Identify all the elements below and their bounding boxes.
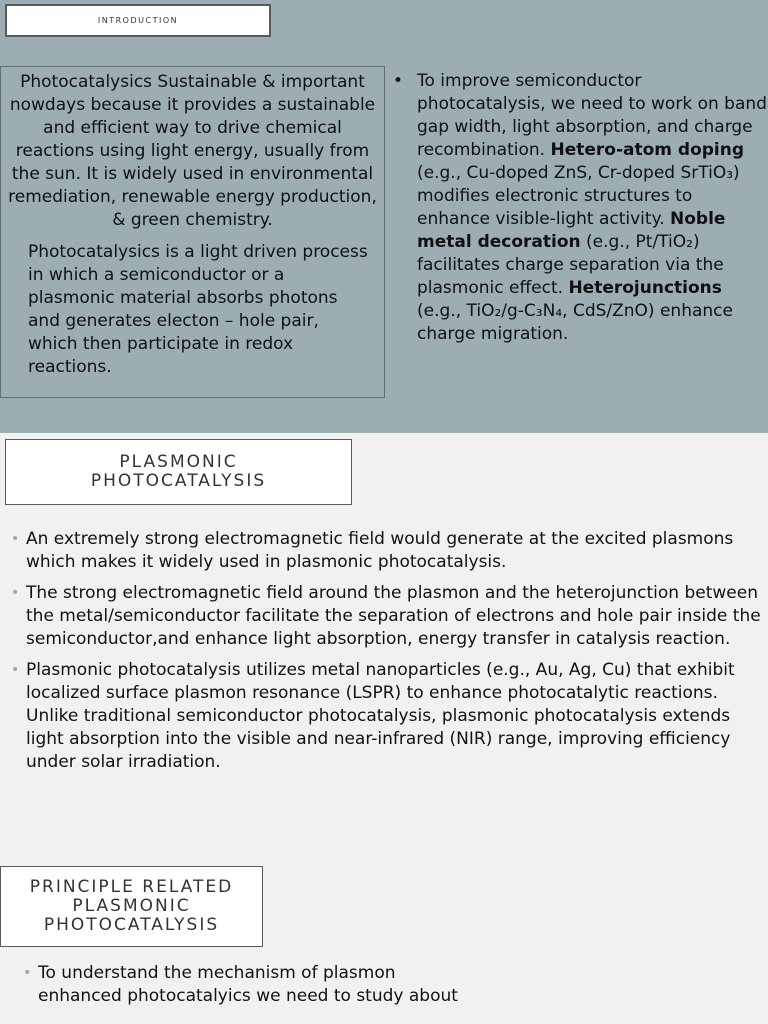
improvement-text-3: (e.g., Pt/TiO₂) facilitates charge separation via the plasmonic effect. [417, 232, 724, 298]
improvement-text-2: (e.g., Cu-doped ZnS, Cr-doped SrTiO₃) modifies electronic structures to enhance visible-light activity. [417, 163, 740, 229]
term-heteroatom-doping: Hetero-atom doping [550, 140, 745, 160]
principle-bullet [20, 962, 480, 1008]
plasmonic-heading-line-2: PHOTOCATALYSIS [90, 471, 267, 491]
principle-heading [0, 866, 263, 947]
bullet-glyph: • [11, 531, 20, 547]
improvement-text [393, 70, 768, 346]
improvement-text-1: To improve semiconductor photocatalysis, we need to work on band gap width, light absorption, and charge recombination. [417, 71, 767, 160]
introduction-title-box [5, 4, 271, 37]
list-item [8, 528, 763, 574]
intro-paragraph-definition: Photocatalysics is a light driven process in which a semiconductor or a plasmonic material absorbs photons and generates electon – hole pair, which then participate in redox reactions. [28, 242, 368, 377]
list-item [8, 659, 763, 774]
principle-heading-line-3: PHOTOCATALYSIS [43, 915, 220, 935]
introduction-title: INTRODUCTION [97, 16, 179, 25]
list-item [8, 582, 763, 651]
principle-bullet-text: To understand the mechanism of plasmon enhanced photocatalyics we need to study about [38, 963, 458, 1006]
list-item-text: Plasmonic photocatalysis utilizes metal nanoparticles (e.g., Au, Ag, Cu) that exhibit localized surface plasmon resonance (LSPR) to enhance photocatalytic reactions. Unlike traditional semiconductor photocatalysis, plasmonic photocatalysis extends light absorption into the visible and near-infrared (NIR) range, improving efficiency under solar irradiation. [26, 660, 735, 772]
plasmonic-photocatalysis-heading [5, 439, 352, 505]
list-item-text: An extremely strong electromagnetic field would generate at the excited plasmons which makes it widely used in plasmonic photocatalysis. [26, 529, 734, 572]
bullet-glyph: • [23, 965, 32, 981]
bullet-glyph: • [11, 662, 20, 678]
plasmonic-bullet-list [8, 528, 763, 782]
plasmonic-heading-line-1: PLASMONIC [119, 452, 238, 472]
list-item-text: The strong electromagnetic field around the plasmon and the heterojunction between the metal/semiconductor facilitate the separation of electrons and hole pair inside the semiconductor,and enhance light absorption, energy transfer in catalysis reaction. [26, 583, 761, 649]
principle-heading-line-1: PRINCIPLE RELATED [29, 877, 234, 897]
improvement-text-4: (e.g., TiO₂/g-C₃N₄, CdS/ZnO) enhance charge migration. [417, 301, 733, 344]
principle-heading-line-2: PLASMONIC [72, 896, 191, 916]
improvement-bullet [393, 70, 768, 346]
term-heterojunctions: Heterojunctions [568, 278, 722, 298]
bullet-glyph: • [11, 585, 20, 601]
bullet-glyph: • [393, 71, 404, 91]
intro-text-box [0, 66, 385, 398]
intro-paragraph-sustainable: Photocatalysics Sustainable & important nowdays because it provides a sustainable and efficient way to drive chemical reactions using light energy, usually from the sun. It is widely used in environmental remediation, renewable energy production, & green chemistry. [8, 72, 377, 230]
term-noble-metal-decoration: Noble metal decoration [417, 209, 726, 252]
